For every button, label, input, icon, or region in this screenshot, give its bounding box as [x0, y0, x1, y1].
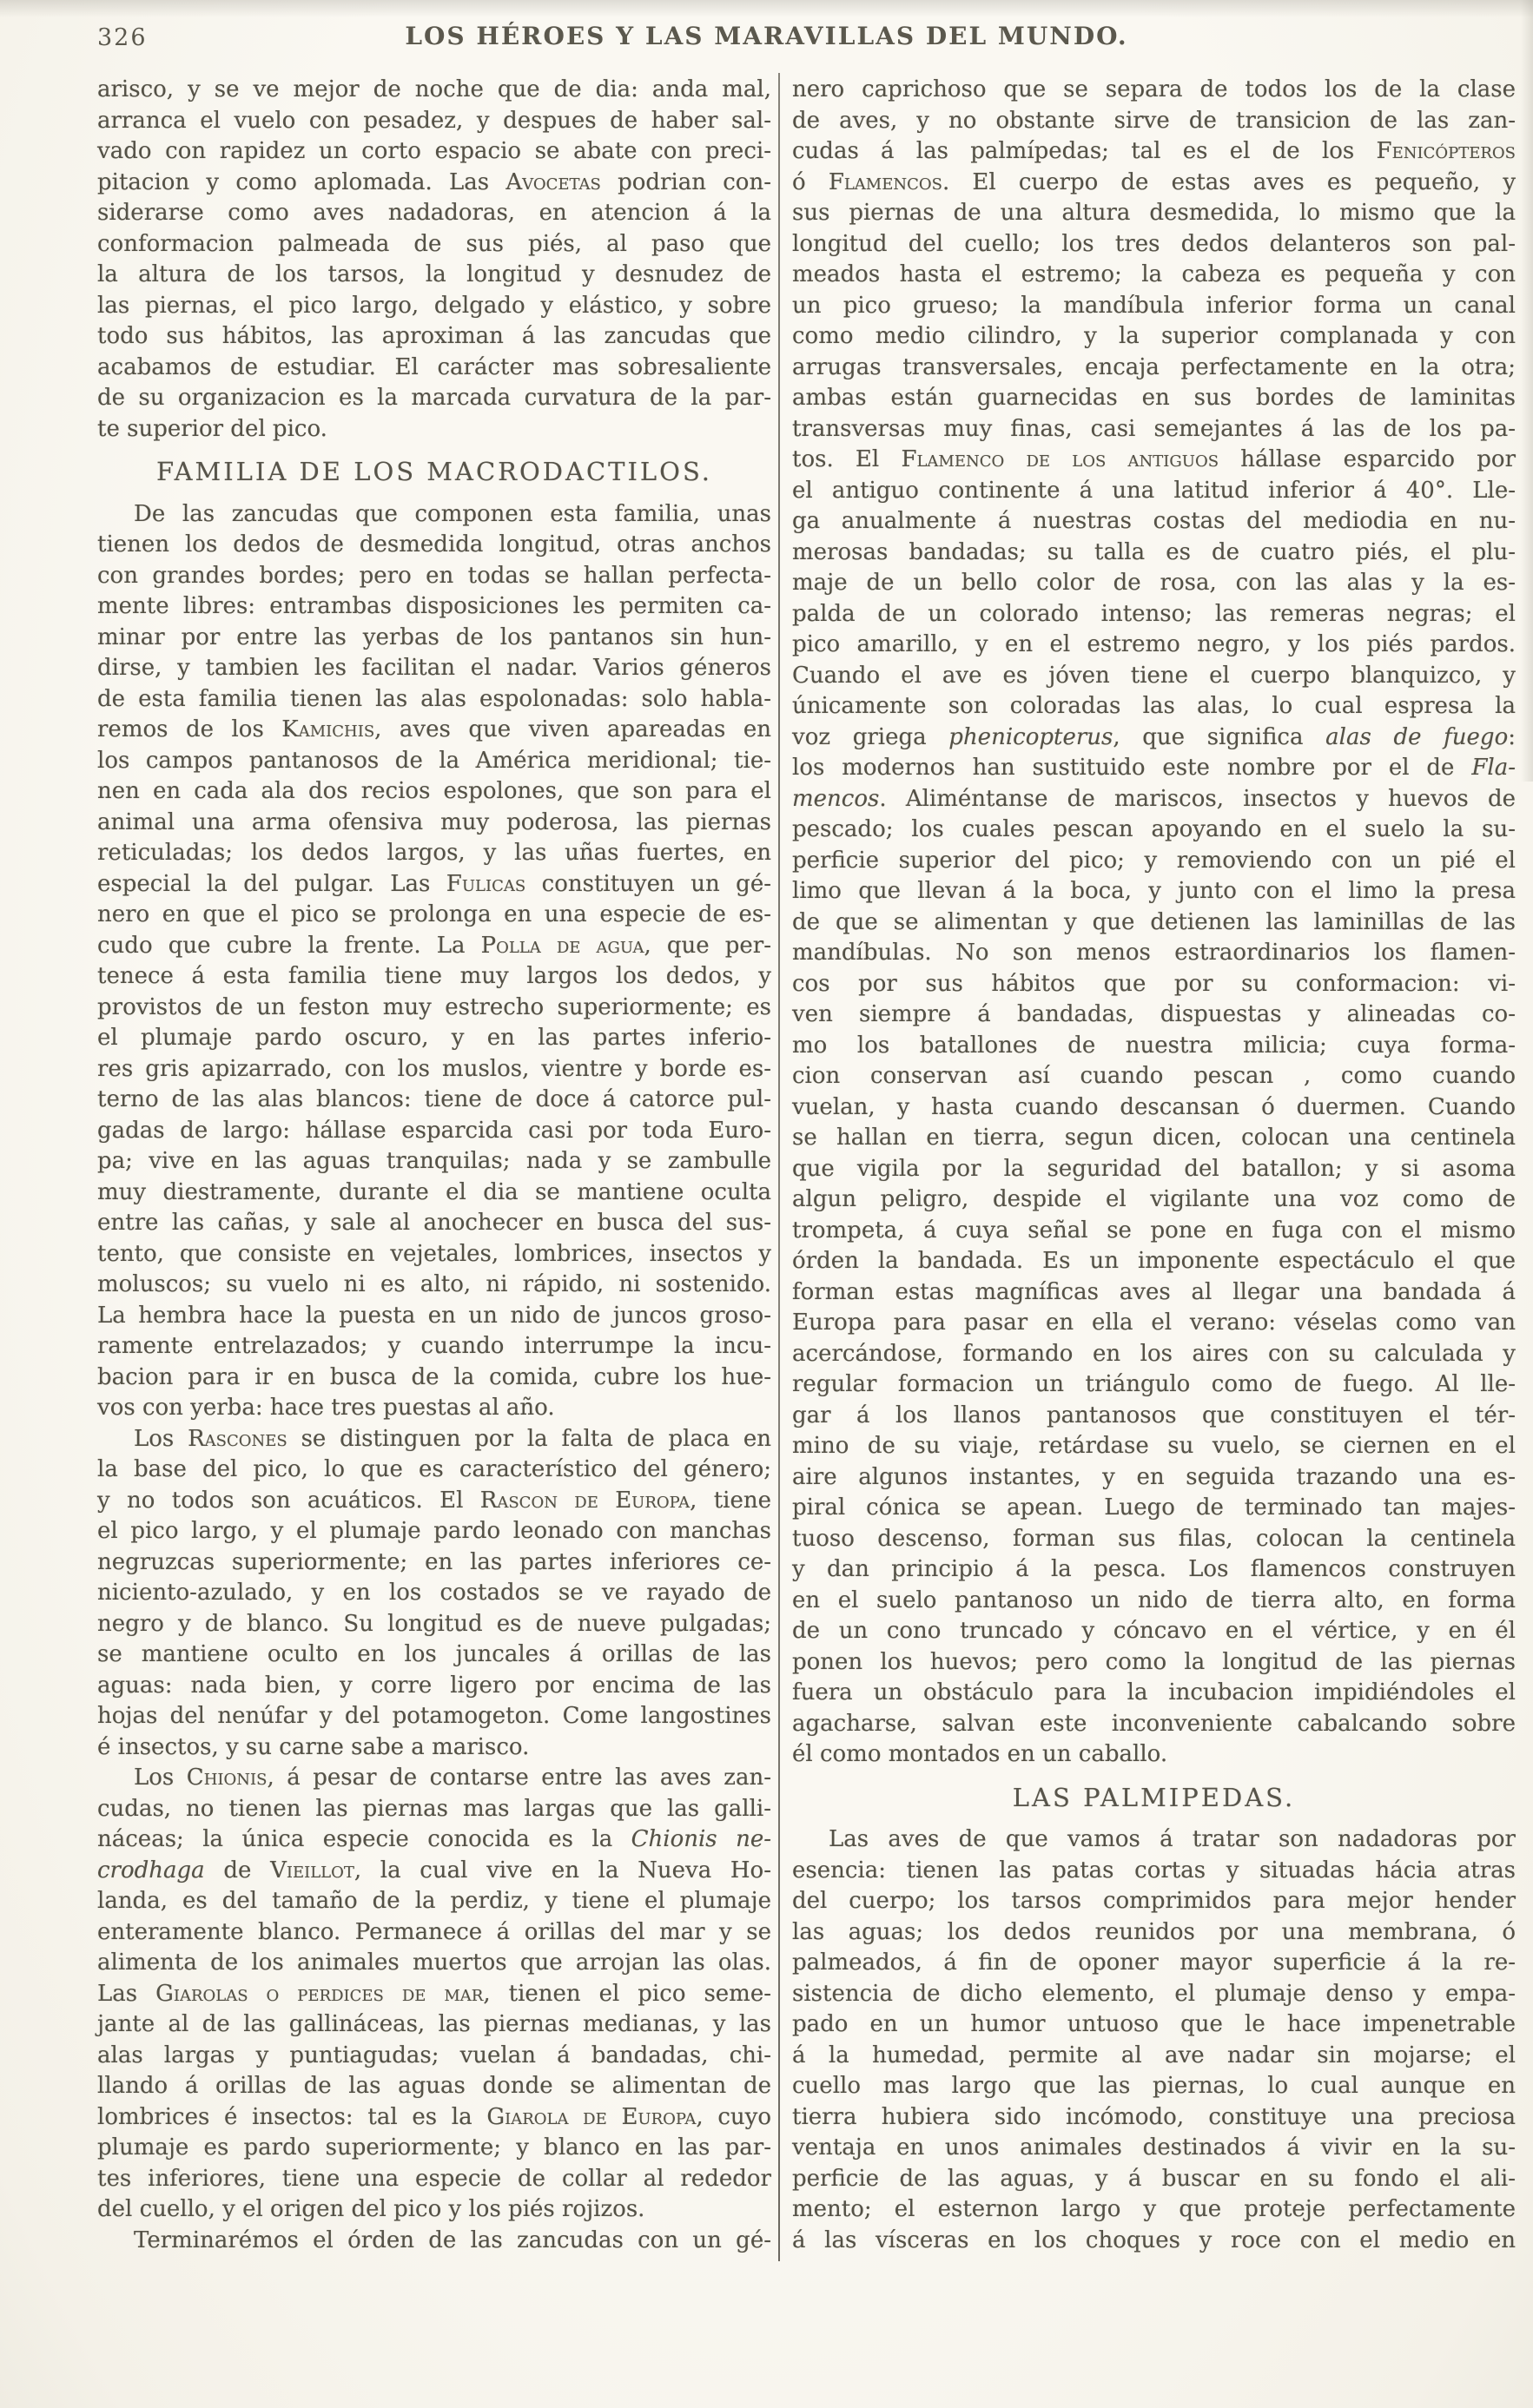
paragraph	[97, 75, 771, 445]
text-line: del cuello, y el origen del pico y los piés rojizos.	[97, 2196, 645, 2222]
text-line: aguas: nada bien, y corre ligero por encima de las	[97, 1672, 771, 1699]
text-line: algun peligro, despide el vigilante una voz como de	[792, 1186, 1516, 1212]
text-line: cos por sus hábitos que por su conformacion: vi-	[792, 970, 1516, 997]
text-line: sus piernas de una altura desmedida, lo mismo que la	[792, 200, 1516, 226]
text-line: cudas á las palmípedas; tal es el de los Fenicópteros	[792, 138, 1516, 164]
text-line: en el suelo pantanoso un nido de tierra alto, en forma	[792, 1587, 1516, 1613]
text-line: La hembra hace la puesta en un nido de juncos groso-	[97, 1302, 771, 1329]
text-line: ó Flamencos. El cuerpo de estas aves es pequeño, y	[792, 168, 1516, 195]
heading-macrodactilos: FAMILIA DE LOS MACRODACTILOS.	[155, 457, 713, 486]
text-line: remos de los Kamichis, aves que viven apareadas en	[97, 716, 772, 742]
text-line: ga anualmente á nuestras costas del mediodia en nu-	[792, 508, 1516, 534]
text-line: sistencia de dicho elemento, el plumaje denso y empa-	[792, 1980, 1516, 2007]
text-line: negro y de blanco. Su longitud es de nueve pulgadas;	[97, 1610, 771, 1637]
text-line: dirse, y tambien les facilitan el nadar. Varios géneros	[97, 655, 771, 681]
text-line: tos. El Flamenco de los antiguos hállase esparcido por	[792, 446, 1516, 472]
text-line: mo los batallones de nuestra milicia; cuya forma-	[792, 1032, 1516, 1059]
text-line: nero en que el pico se prolonga en una especie de es-	[97, 901, 771, 927]
text-line: animal una arma ofensiva muy poderosa, las piernas	[97, 808, 771, 835]
text-line: arisco, y se ve mejor de noche que de dia: anda mal,	[97, 76, 771, 102]
text-line: esencia: tienen las patas cortas y situadas hácia atras	[792, 1857, 1516, 1884]
text-line: llando á orillas de las aguas donde se alimentan de	[97, 2073, 771, 2099]
text-line: forman estas magníficas aves al llegar una bandada á	[792, 1278, 1516, 1305]
paragraph	[97, 2226, 771, 2257]
text-line: terno de las alas blancos: tiene de doce á catorce pul-	[97, 1086, 771, 1112]
text-line: nen en cada ala dos recios espolones, que son para el	[97, 778, 771, 804]
text-line: negruzcas superiormente; en las partes inferiores ce-	[97, 1548, 771, 1575]
text-line: se hallan en tierra, segun dicen, colocan una centinela	[792, 1125, 1516, 1151]
text-line: merosas bandadas; su talla es de cuatro piés, el plu-	[792, 538, 1516, 565]
text-line: regular formacion un triángulo como de fuego. Al lle-	[792, 1371, 1516, 1397]
text-line: Los Rascones se distinguen por la falta de placa en	[134, 1425, 772, 1452]
paragraph	[792, 75, 1516, 1771]
text-line: tienen los dedos de desmedida longitud, otras anchos	[97, 531, 771, 557]
text-line: voz griega phenicopterus, que significa alas de fuego:	[792, 723, 1516, 750]
text-line: plumaje es pardo superiormente; y blanco en las par-	[97, 2134, 771, 2161]
text-line: aire algunos instantes, y en seguida trazando una es-	[792, 1463, 1516, 1490]
text-line: vos con yerba: hace tres puestas al año.	[97, 1395, 555, 1421]
text-line: á la humedad, permite al ave nadar sin mojarse; el	[792, 2042, 1516, 2068]
text-line: gadas de largo: hállase esparcida casi por toda Euro-	[97, 1117, 771, 1144]
text-line: ponen los huevos; pero como la longitud de las piernas	[792, 1648, 1516, 1675]
column-right	[792, 75, 1516, 2256]
text-line: piral cónica se apean. Luego de terminado tan majes-	[792, 1494, 1516, 1521]
text-line: ventaja en unos animales destinados á vivir en la su-	[792, 2134, 1516, 2161]
text-line: Los Chionis, á pesar de contarse entre las aves zan-	[134, 1765, 771, 1791]
text-line: el antiguo continente á una latitud inferior á 40°. Lle-	[792, 477, 1516, 504]
text-line: reticuladas; los dedos largos, y las uñas fuertes, en	[97, 840, 771, 866]
column-divider	[778, 73, 780, 2261]
text-line: niciento-azulado, y en los costados se ve rayado de	[97, 1580, 771, 1606]
text-line: res gris apizarrado, con los muslos, vientre y borde es-	[97, 1055, 771, 1082]
text-line: alas largas y puntiagudas; vuelan á bandadas, chi-	[97, 2042, 771, 2068]
text-line: provistos de un feston muy estrecho superiormente; es	[97, 993, 771, 1020]
text-line: trompeta, á cuya señal se pone en fuga con el mismo	[792, 1217, 1516, 1244]
text-line: el plumaje pardo oscuro, y en las partes inferio-	[97, 1025, 771, 1051]
text-line: pa; vive en las aguas tranquilas; nada y se zambulle	[97, 1148, 771, 1174]
paragraph	[792, 1824, 1516, 2256]
text-line: de esta familia tienen las alas espolonadas: solo habla-	[97, 685, 771, 712]
text-line: órden la bandada. Es un imponente espectáculo el que	[792, 1248, 1516, 1274]
text-line: é insectos, y su carne sabe a marisco.	[97, 1733, 530, 1760]
text-line: se mantiene oculto en los juncales á orillas de las	[97, 1641, 771, 1667]
text-line: longitud del cuello; los tres dedos delanteros son pal-	[792, 230, 1516, 257]
text-line: vado con rapidez un corto espacio se abate con preci-	[97, 138, 771, 164]
text-line: que vigila por la seguridad del batallon; y si asoma	[792, 1155, 1516, 1182]
text-line: pado en un humor untuoso que le hace impenetrable	[792, 2011, 1516, 2037]
text-line: únicamente son coloradas las alas, lo cual espresa la	[792, 693, 1516, 719]
text-line: vuelan, y hasta cuando descansan ó duermen. Cuando	[792, 1093, 1516, 1120]
text-line: moluscos; su vuelo ni es alto, ni rápido, ni sostenido.	[97, 1271, 771, 1297]
text-line: arranca el vuelo con pesadez, y despues de haber sal-	[97, 107, 771, 134]
text-line: arrugas transversales, encaja perfectamente en la otra;	[792, 353, 1516, 380]
text-line: los modernos han sustituido este nombre por el de Fla-	[792, 755, 1516, 781]
text-line: Cuando el ave es jóven tiene el cuerpo blanquizco, y	[792, 662, 1516, 689]
text-line: del cuerpo; los tarsos comprimidos para mejor hender	[792, 1888, 1516, 1914]
text-line: de un cono truncado y cóncavo en el vértice, y en él	[792, 1618, 1516, 1644]
text-line: la altura de los tarsos, la longitud y desnudez de	[97, 261, 771, 287]
text-line: las piernas, el pico largo, delgado y elástico, y sobre	[97, 292, 771, 319]
running-title: LOS HÉROES Y LAS MARAVILLAS DEL MUNDO.	[405, 22, 1128, 50]
text-line: mino de su viaje, retárdase su vuelo, se ciernen en el	[792, 1433, 1516, 1459]
text-line: minar por entre las yerbas de los pantanos sin hun-	[97, 623, 771, 650]
text-line: de su organizacion es la marcada curvatura de la par-	[97, 385, 771, 411]
text-line: enteramente blanco. Permanece á orillas del mar y se	[97, 1918, 771, 1945]
paragraph	[97, 1763, 771, 2226]
text-line: á las vísceras en los choques y roce con el medio en	[792, 2227, 1516, 2253]
text-line: tenece á esta familia tiene muy largos los dedos, y	[97, 963, 771, 989]
text-line: mente libres: entrambas disposiciones les permiten ca-	[97, 593, 771, 619]
text-line: hojas del nenúfar y del potamogeton. Come langostines	[97, 1703, 771, 1729]
paragraph	[97, 499, 771, 1424]
text-line: landa, es del tamaño de la perdiz, y tiene el plumaje	[97, 1888, 771, 1914]
text-line: como medio cilindro, y la superior complanada y con	[792, 323, 1516, 349]
text-line: lombrices é insectos: tal es la Giarola de Europa, cuyo	[97, 2103, 771, 2130]
text-line: palda de un colorado intenso; las remeras negras; el	[792, 600, 1516, 627]
text-line: cudo que cubre la frente. La Polla de agua, que per-	[97, 932, 771, 959]
text-line: todo sus hábitos, las aproximan á las zancudas que	[97, 323, 771, 349]
text-line: Europa para pasar en ella el verano: véselas como van	[792, 1310, 1516, 1336]
text-line: con grandes bordes; pero en todas se hallan perfecta-	[97, 562, 771, 589]
text-line: jante al de las gallináceas, las piernas medianas, y las	[97, 2011, 771, 2037]
text-line: ramente entrelazados; y cuando interrumpe la incu-	[97, 1333, 771, 1359]
text-line: la base del pico, lo que es característico del género;	[97, 1456, 771, 1482]
text-line: ambas están guarnecidas en sus bordes de laminitas	[792, 385, 1516, 411]
text-line: tes inferiores, tiene una especie de collar al rededor	[97, 2165, 771, 2192]
text-line: un pico grueso; la mandíbula inferior forma un canal	[792, 292, 1516, 319]
text-line: palmeados, á fin de oponer mayor superficie á la re-	[792, 1949, 1516, 1976]
text-line: mandíbulas. No son menos estraordinarios los flamen-	[792, 940, 1516, 966]
text-line: mencos. Aliméntanse de mariscos, insectos y huevos de	[792, 785, 1516, 812]
text-line: pico amarillo, y en el estremo negro, y los piés pardos.	[792, 631, 1516, 657]
text-line: muy diestramente, durante el dia se mantiene oculta	[97, 1178, 771, 1205]
text-line: especial la del pulgar. Las Fulicas constituyen un gé-	[97, 870, 771, 897]
text-line: conformacion palmeada de sus piés, al paso que	[97, 230, 771, 257]
text-line: cudas, no tienen las piernas mas largas que las galli-	[97, 1795, 771, 1822]
text-line: las aguas; los dedos reunidos por una membrana, ó	[792, 1918, 1516, 1945]
column-left	[97, 75, 771, 2256]
text-line: entre las cañas, y sale al anochecer en busca del sus-	[97, 1210, 771, 1236]
text-line: te superior del pico.	[97, 415, 327, 442]
text-line: transversas muy finas, casi semejantes á las de los pa-	[792, 415, 1516, 442]
text-line: perficie de las aguas, y á buscar en su fondo el ali-	[792, 2165, 1516, 2192]
text-line: acercándose, formando en los aires con su calculada y	[792, 1340, 1516, 1367]
text-line: meados hasta el estremo; la cabeza es pequeña y con	[792, 261, 1516, 287]
paragraph	[97, 1424, 771, 1764]
scan-right-edge-shadow	[1521, 0, 1533, 782]
text-line: Las aves de que vamos á tratar son nadadoras por	[829, 1826, 1516, 1852]
text-line: limo que llevan á la boca, y junto con el limo la presa	[792, 878, 1516, 904]
scan-top-edge-shadow	[0, 0, 1533, 17]
text-line: ven siempre á bandadas, dispuestas y alineadas co-	[792, 1001, 1516, 1027]
text-line: cion conservan así cuando pescan , como cuando	[792, 1063, 1516, 1089]
text-line: Terminarémos el órden de las zancudas con un gé-	[134, 2227, 771, 2253]
text-line: perficie superior del pico; y removiendo con un pié el	[792, 847, 1516, 874]
heading-palmipedas: LAS PALMIPEDAS.	[1012, 1782, 1296, 1812]
text-line: fuera un obstáculo para la incubacion impidiéndoles el	[792, 1679, 1516, 1705]
text-line: pitacion y como aplomada. Las Avocetas podrian con-	[97, 168, 771, 195]
text-line: el pico largo, y el plumaje pardo leonado con manchas	[97, 1518, 771, 1544]
text-line: y no todos son acuáticos. El Rascon de Europa, tiene	[97, 1487, 771, 1514]
text-line: de aves, y no obstante sirve de transicion de las zan-	[792, 107, 1516, 134]
text-line: cuello mas largo que las piernas, lo cual aunque en	[792, 2073, 1516, 2099]
text-line: tento, que consiste en vejetales, lombrices, insectos y	[97, 1240, 771, 1267]
text-line: siderarse como aves nadadoras, en atencion á la	[97, 200, 771, 226]
text-line: nero caprichoso que se separa de todos los de la clase	[792, 76, 1516, 102]
text-line: él como montados en un caballo.	[792, 1741, 1168, 1767]
text-line: gar á los llanos pantanosos que constituyen el tér-	[792, 1402, 1516, 1428]
text-line: tuoso descenso, forman sus filas, colocan la centinela	[792, 1525, 1516, 1552]
text-line: bacion para ir en busca de la comida, cubre los hue-	[97, 1363, 771, 1390]
text-line: tierra hubiera sido incómodo, constituye una preciosa	[792, 2103, 1516, 2130]
text-line: Las Giarolas o perdices de mar, tienen el pico seme-	[97, 1980, 771, 2007]
text-line: agacharse, salvan este inconveniente cabalcando sobre	[792, 1710, 1516, 1737]
text-line: náceas; la única especie conocida es la Chionis ne-	[97, 1826, 771, 1852]
text-line: pescado; los cuales pescan apoyando en el suelo la su-	[792, 816, 1516, 842]
text-line: mento; el esternon largo y que proteje perfectamente	[792, 2196, 1516, 2222]
text-line: De las zancudas que componen esta familia, unas	[134, 500, 771, 527]
text-line: de que se alimentan y que detienen las laminillas de las	[792, 908, 1516, 935]
text-line: y dan principio á la pesca. Los flamencos construyen	[792, 1556, 1516, 1582]
page-number: 326	[97, 24, 148, 51]
text-line: maje de un bello color de rosa, con las alas y la es-	[792, 570, 1516, 596]
text-line: alimenta de los animales muertos que arrojan las olas.	[97, 1949, 771, 1976]
text-line: los campos pantanosos de la América meridional; tie-	[97, 747, 771, 774]
text-line: crodhaga de Vieillot, la cual vive en la Nueva Ho-	[97, 1857, 771, 1884]
text-line: acabamos de estudiar. El carácter mas sobresaliente	[97, 353, 771, 380]
